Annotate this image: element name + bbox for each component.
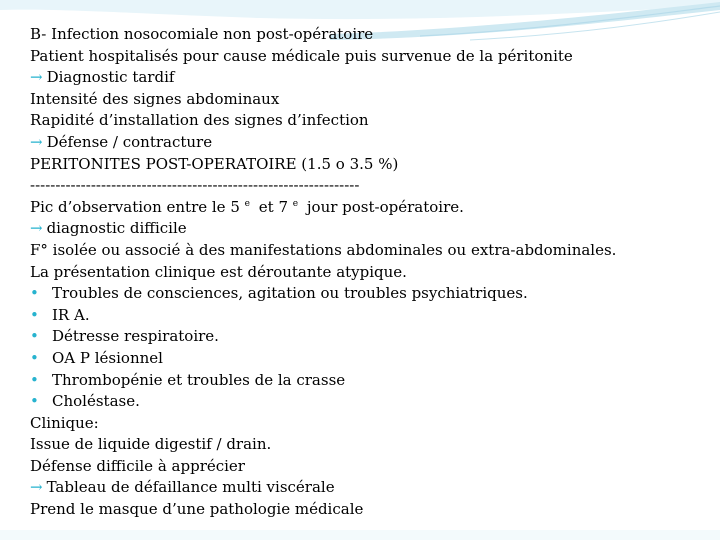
bullet-icon: •: [30, 348, 39, 367]
arrow-line-text: Diagnostic tardif: [46, 68, 175, 87]
text-line: Prend le masque d’une pathologie médicale: [30, 500, 364, 519]
text-line: F° isolée ou associé à des manifestations abdominales ou extra-abdominales.: [30, 240, 617, 259]
heading-line: B- Infection nosocomiale non post-opératoire: [30, 25, 374, 43]
right-arrow-icon: →: [30, 219, 43, 238]
bullet-icon: •: [30, 392, 39, 411]
section-heading: PERITONITES POST-OPERATOIRE (1.5 o 3.5 %): [30, 154, 399, 173]
arrow-line: [30, 67, 710, 89]
text-line: La présentation clinique est déroutante atypique.: [30, 262, 407, 281]
bullet-item: • Troubles de consciences, agitation ou troubles psychiatriques.: [30, 283, 710, 305]
bullet-icon: •: [30, 370, 39, 389]
decorative-footer-band: [0, 530, 720, 540]
right-arrow-icon: →: [30, 132, 43, 151]
text-line: Intensité des signes abdominaux: [30, 89, 280, 108]
bullet-icon: •: [30, 305, 39, 324]
dashed-separator: -----------------------------------------------------------------: [30, 176, 360, 195]
text-line: Défense difficile à apprécier: [30, 456, 245, 475]
arrow-line: [30, 477, 710, 499]
arrow-line-text: Tableau de défaillance multi viscérale: [46, 478, 335, 497]
arrow-line: [30, 218, 710, 240]
bullet-item: • OA P lésionnel: [30, 348, 710, 370]
bullet-item: • IR A.: [30, 305, 710, 327]
right-arrow-icon: →: [30, 68, 43, 87]
bullet-icon: •: [30, 284, 39, 303]
text-line: Issue de liquide digestif / drain.: [30, 435, 272, 454]
bullet-item: • Détresse respiratoire.: [30, 326, 710, 348]
text-line: Clinique:: [30, 413, 99, 432]
right-arrow-icon: →: [30, 478, 43, 497]
text-line: Patient hospitalisés pour cause médicale puis survenue de la péritonite: [30, 46, 573, 65]
text-line: Rapidité d’installation des signes d’infection: [30, 111, 369, 130]
text-line: Pic d’observation entre le 5 $^e$ et 7 $^e$ jour post-opératoire.: [30, 197, 464, 216]
slide-body: [30, 24, 710, 521]
arrow-line: [30, 132, 710, 154]
bullet-icon: •: [30, 327, 39, 346]
arrow-line-text: diagnostic difficile: [46, 219, 187, 238]
arrow-line-text: Défense / contracture: [46, 132, 213, 151]
bullet-item: • Choléstase.: [30, 391, 710, 413]
bullet-item: • Thrombopénie et troubles de la crasse: [30, 370, 710, 392]
